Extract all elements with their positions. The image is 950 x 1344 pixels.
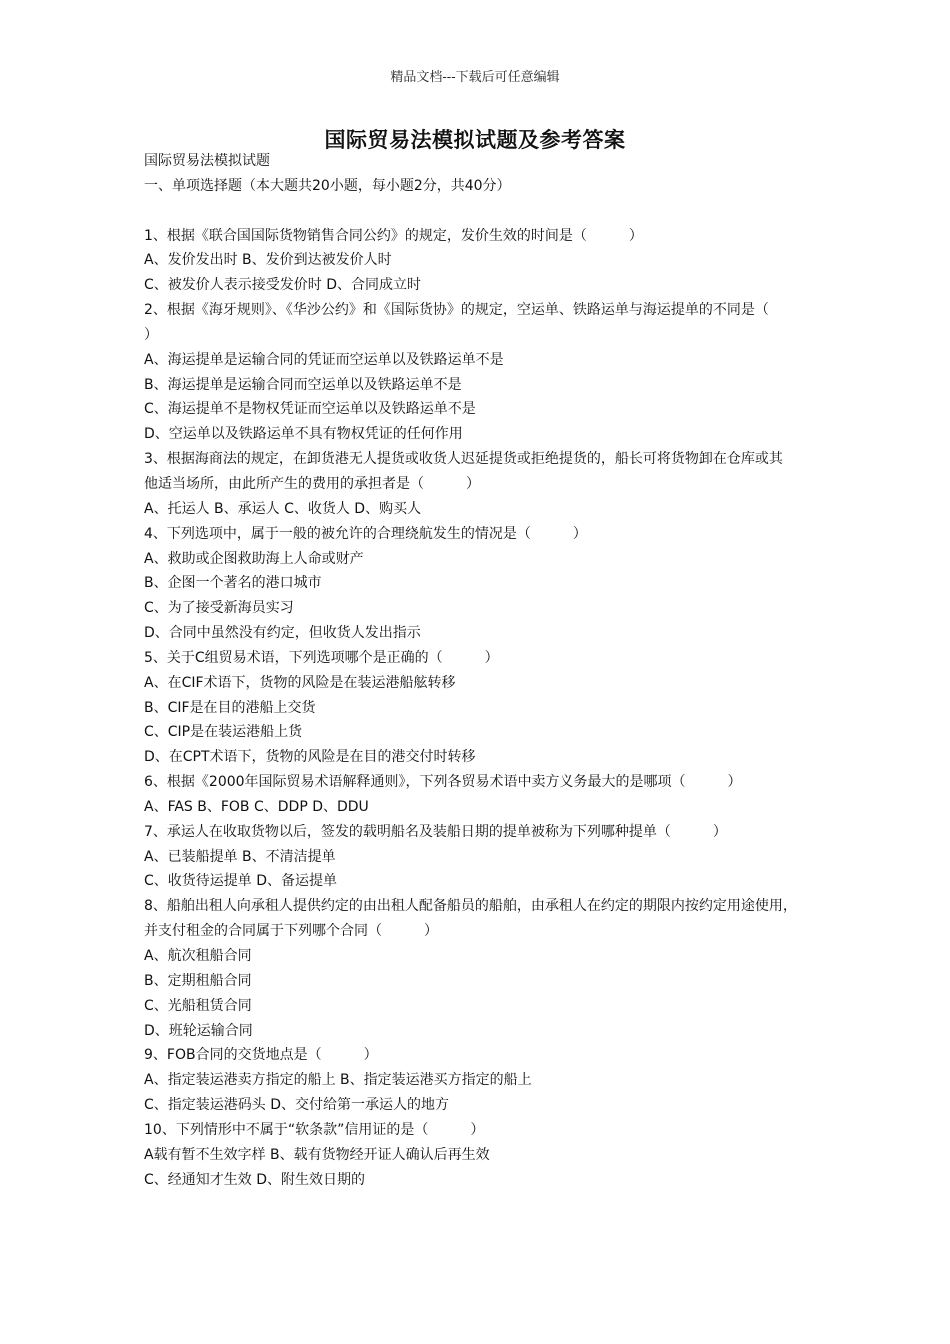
question-line: C、海运提单不是物权凭证而空运单以及铁路运单不是	[144, 401, 476, 418]
question-line: 5、关于C组贸易术语，下列选项哪个是正确的（ ）	[144, 649, 499, 666]
question-line: A、航次租船合同	[144, 948, 252, 964]
question-line: A载有暂不生效字样 B、载有货物经开证人确认后再生效	[144, 1146, 490, 1163]
question-line: D、班轮运输合同	[144, 1022, 253, 1039]
question-line: 3、根据海商法的规定，在卸货港无人提货或收货人迟延提货或拒绝提货的，船长可将货物卸在仓库或其	[144, 451, 783, 468]
question-line: D、在CPT术语下，货物的风险是在目的港交付时转移	[144, 749, 476, 766]
question-line: 9、FOB合同的交货地点是（ ）	[144, 1047, 378, 1064]
question-line: A、指定装运港卖方指定的船上 B、指定装运港买方指定的船上	[144, 1072, 532, 1089]
document-body	[144, 149, 814, 1192]
question-line: A、FAS B、FOB C、DDP D、DDU	[144, 798, 369, 815]
question-line: A、在CIF术语下，货物的风险是在装运港船舷转移	[144, 674, 456, 691]
question-line: 4、下列选项中，属于一般的被允许的合理绕航发生的情况是（ ）	[144, 525, 587, 542]
document-subtitle: 国际贸易法模拟试题	[144, 153, 270, 169]
question-list	[144, 224, 814, 1193]
blank-line	[144, 199, 814, 224]
section-heading: 一、单项选择题（本大题共20小题，每小题2分，共40分）	[144, 177, 511, 194]
question-line: C、CIP是在装运港船上货	[144, 724, 303, 741]
question-line: B、CIF是在目的港船上交货	[144, 699, 316, 716]
question-line: 6、根据《2000年国际贸易术语解释通则》，下列各贸易术语中卖方义务最大的是哪项（ ）	[144, 774, 742, 791]
question-line: 8、船舶出租人向承租人提供约定的由出租人配备船员的船舶，由承租人在约定的期限内按约定用途使用，	[144, 898, 797, 915]
question-line: D、合同中虽然没有约定，但收货人发出指示	[144, 625, 421, 642]
question-line: 7、承运人在收取货物以后，签发的载明船名及装船日期的提单被称为下列哪种提单（ ）	[144, 823, 727, 840]
question-line: A、发价发出时 B、发价到达被发价人时	[144, 252, 392, 269]
question-line: C、指定装运港码头 D、交付给第一承运人的地方	[144, 1097, 450, 1114]
question-line: 2、根据《海牙规则》、《华沙公约》和《国际货协》的规定，空运单、铁路运单与海运提单的不同是（	[144, 302, 769, 319]
question-line: 10、下列情形中不属于“软条款”信用证的是（ ）	[144, 1121, 485, 1138]
question-line: 并支付租金的合同属于下列哪个合同（ ）	[144, 923, 438, 940]
question-line: A、救助或企图救助海上人命或财产	[144, 550, 364, 567]
question-line: C、被发价人表示接受发价时 D、合同成立时	[144, 277, 422, 294]
question-line: C、为了接受新海员实习	[144, 600, 294, 617]
page-header: 精品文档---下载后可任意编辑	[390, 70, 560, 85]
question-line: D、空运单以及铁路运单不具有物权凭证的任何作用	[144, 426, 463, 443]
question-line: C、经通知才生效 D、附生效日期的	[144, 1171, 366, 1188]
question-line: A、海运提单是运输合同的凭证而空运单以及铁路运单不是	[144, 351, 504, 368]
question-line: C、光船租赁合同	[144, 997, 252, 1014]
question-line: B、海运提单是运输合同而空运单以及铁路运单不是	[144, 376, 462, 393]
question-line: A、托运人 B、承运人 C、收货人 D、购买人	[144, 500, 422, 517]
question-line: A、已装船提单 B、不清洁提单	[144, 848, 336, 865]
question-line: B、企图一个著名的港口城市	[144, 575, 322, 592]
question-line: 他适当场所，由此所产生的费用的承担者是（ ）	[144, 475, 480, 492]
question-line: 1、根据《联合国国际货物销售合同公约》的规定，发价生效的时间是（ ）	[144, 227, 643, 244]
question-line: B、定期租船合同	[144, 972, 252, 989]
question-line: C、收货待运提单 D、备运提单	[144, 873, 338, 890]
question-line: ）	[144, 326, 158, 343]
document-title: 国际贸易法模拟试题及参考答案	[324, 127, 626, 152]
